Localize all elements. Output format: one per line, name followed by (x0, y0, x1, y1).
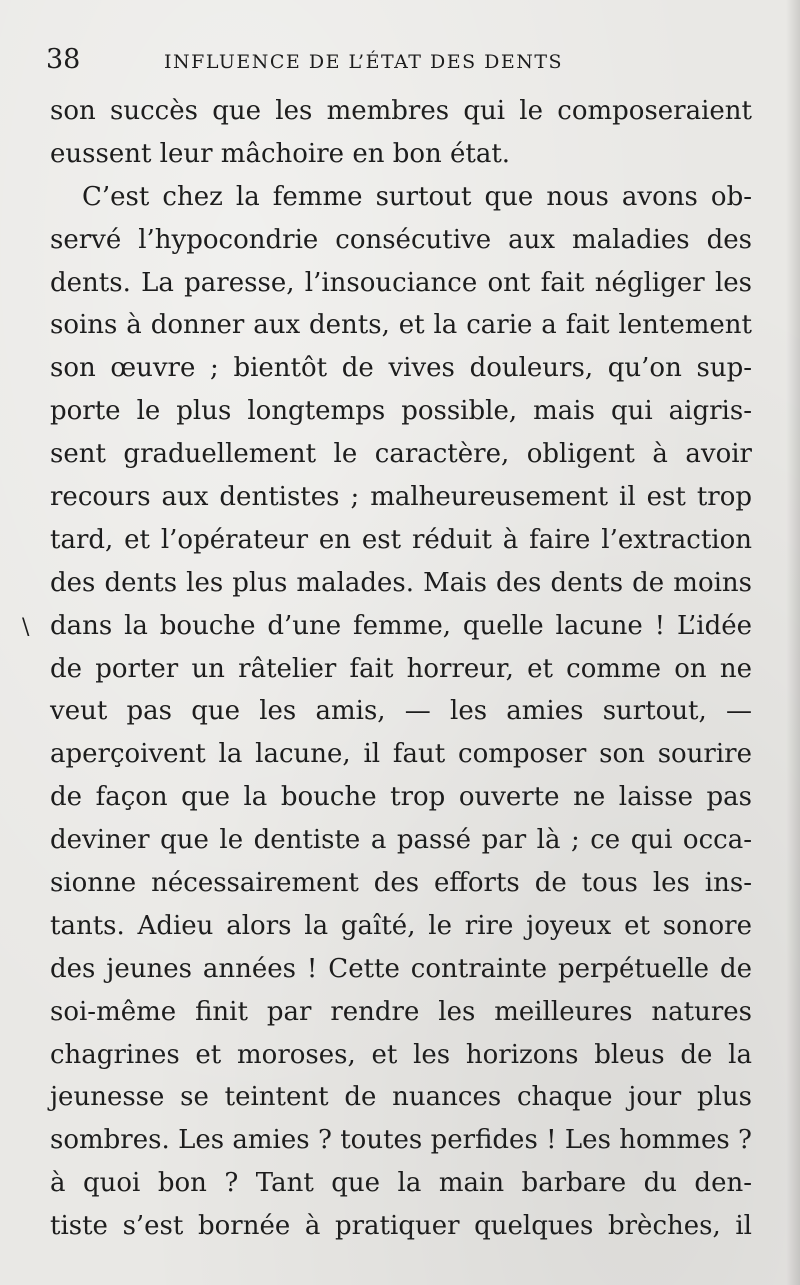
text-line: à quoi bon ? Tant que la main barbare du den- (50, 1168, 752, 1199)
running-head: INFLUENCE DE L’ÉTAT DES DENTS (164, 51, 564, 73)
text-line: des jeunes années ! Cette contrainte perpétuelle de (50, 953, 752, 984)
text-line: sent graduellement le caractère, obligent à avoir (50, 439, 752, 470)
page-header (46, 40, 746, 80)
text-line: son succès que les membres qui le composeraient (50, 96, 752, 126)
body-text (50, 90, 752, 1248)
page-number: 38 (46, 44, 81, 75)
text-line: tiste s’est bornée à pratiquer quelques brèches, il (50, 1211, 752, 1242)
paragraph-first-line: C’est chez la femme surtout que nous avons ob- (82, 181, 752, 212)
text-line: eussent leur mâchoire en bon état. (50, 138, 511, 169)
text-line: jeunesse se teintent de nuances chaque jour plus (50, 1082, 752, 1113)
margin-mark: \ (22, 615, 30, 640)
text-line: soi-même finit par rendre les meilleures natures (50, 996, 752, 1027)
text-line: aperçoivent la lacune, il faut composer son sourire (50, 739, 752, 770)
text-line: porte le plus longtemps possible, mais qui aigris- (50, 396, 752, 427)
text-line: dents. La paresse, l’insouciance ont fait négliger les (50, 267, 752, 298)
text-line: deviner que le dentiste a passé par là ; ce qui occa- (50, 825, 752, 856)
text-line: dans la bouche d’une femme, quelle lacune ! L’idée (50, 610, 752, 641)
text-line: soins à donner aux dents, et la carie a fait lentement (50, 310, 752, 341)
text-line: des dents les plus malades. Mais des dents de moins (50, 567, 752, 598)
text-line: chagrines et moroses, et les horizons bleus de la (50, 1039, 752, 1070)
page-edge-shadow (786, 0, 800, 1285)
text-line: servé l’hypocondrie consécutive aux maladies des (50, 224, 752, 255)
text-line: veut pas que les amis, — les amies surtout, — (50, 696, 752, 727)
text-line: de façon que la bouche trop ouverte ne laisse pas (50, 782, 752, 813)
text-line: son œuvre ; bientôt de vives douleurs, qu’on sup- (50, 353, 752, 384)
text-line: recours aux dentistes ; malheureusement il est trop (50, 482, 752, 513)
text-line: tard, et l’opérateur en est réduit à faire l’extraction (50, 524, 752, 555)
text-line: tants. Adieu alors la gaîté, le rire joyeux et sonore (50, 910, 752, 941)
text-line: sombres. Les amies ? toutes perfides ! Les hommes ? (50, 1125, 752, 1156)
text-line: sionne nécessairement des efforts de tous les ins- (50, 868, 752, 899)
text-line: de porter un râtelier fait horreur, et comme on ne (50, 653, 752, 684)
